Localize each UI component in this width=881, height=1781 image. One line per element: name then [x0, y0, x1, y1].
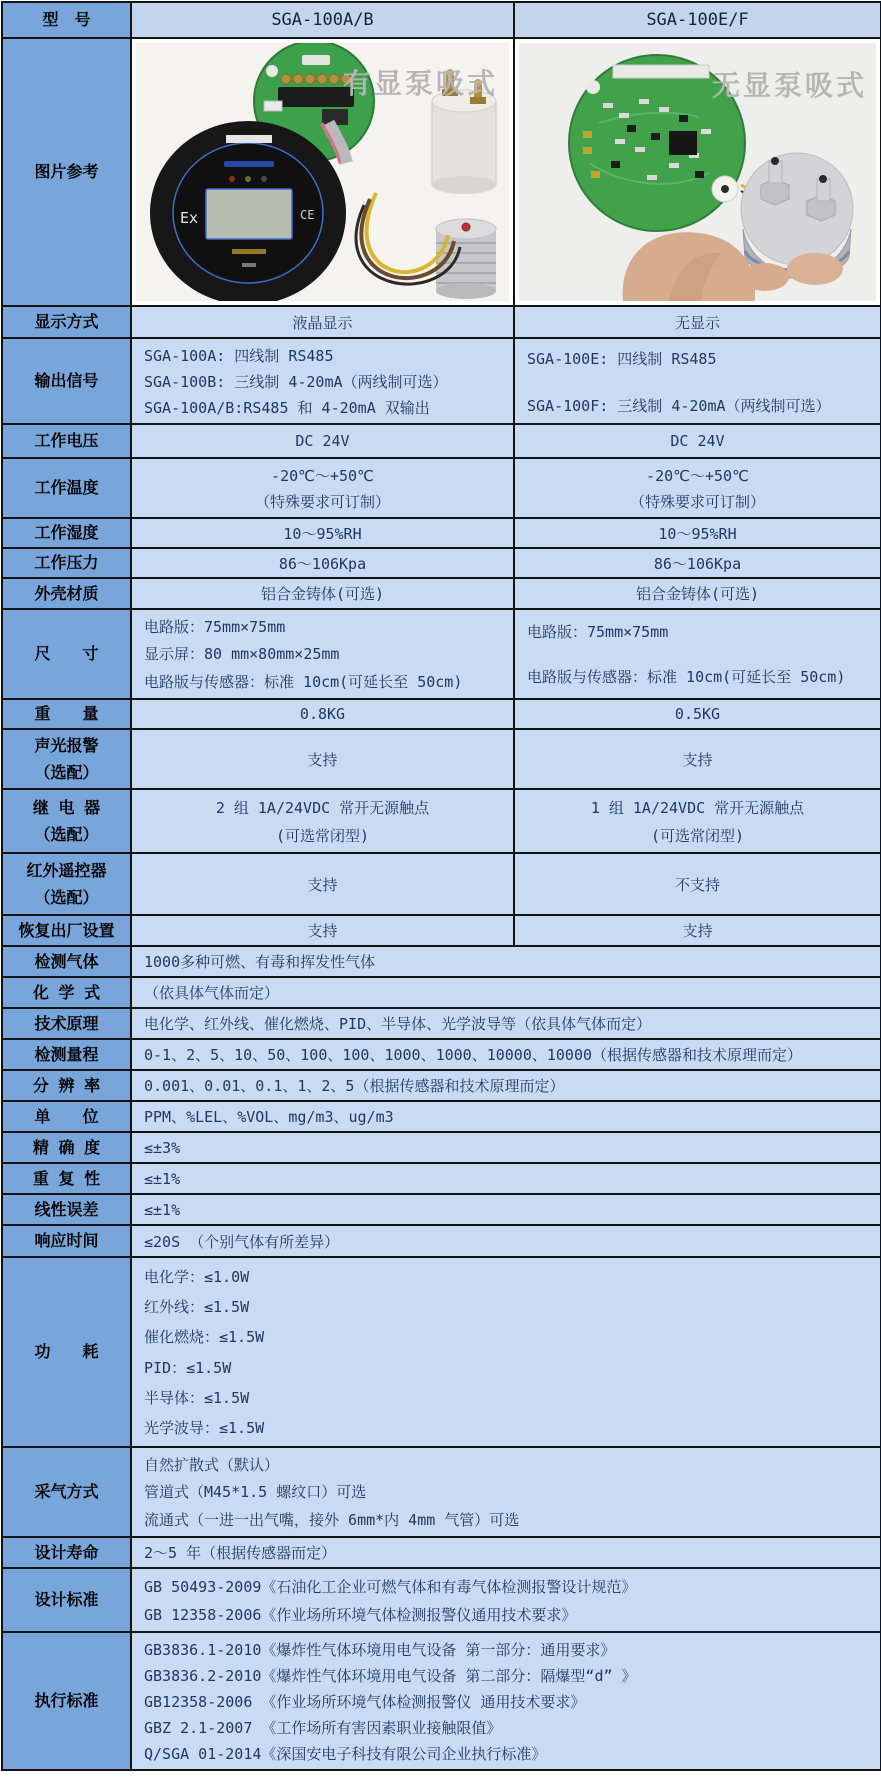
exec-standard-line5: Q/SGA 01-2014《深国安电子科技有限公司企业执行标准》 [144, 1744, 547, 1763]
formula-value: （依具体气体而定） [131, 977, 881, 1008]
remote-label [2, 853, 131, 915]
remote-label-line1: 红外遥控器 [26, 860, 107, 880]
pressure-label: 工作压力 [2, 548, 131, 578]
row-display-mode [2, 306, 881, 338]
model-label-cell: 型 号 [2, 2, 131, 38]
product-photo-left [136, 43, 509, 301]
size-label: 尺 寸 [2, 609, 131, 699]
repeatability-label: 重 复 性 [2, 1163, 131, 1194]
row-range [2, 1039, 881, 1070]
factory-reset-b: 支持 [514, 915, 881, 946]
humidity-label: 工作湿度 [2, 518, 131, 548]
row-gases [2, 946, 881, 977]
temperature-b-line2: （特殊要求可订制） [629, 492, 765, 511]
sampling-line2: 管道式（M45*1.5 螺纹口）可选 [144, 1483, 367, 1502]
photo-sga100ab [131, 38, 514, 306]
design-standard-label: 设计标准 [2, 1568, 131, 1632]
size-b-line1: 电路版：75mm×75mm [527, 623, 669, 641]
ex-marking: Ex [180, 209, 199, 227]
design-standard-line1: GB 50493-2009《石油化工企业可燃气体和有毒气体检测报警设计规范》 [144, 1577, 637, 1596]
output-b-line2: SGA-100F: 三线制 4-20mA（两线制可选） [527, 397, 831, 415]
row-weight [2, 699, 881, 729]
voltage-a: DC 24V [131, 424, 514, 458]
range-value: 0-1、2、5、10、50、100、100、1000、1000、10000、10000（根据传感器和技术原理而定） [131, 1039, 881, 1070]
power-line6: 光学波导：≤1.5W [144, 1419, 265, 1438]
sensor-illustration-right [741, 153, 853, 291]
relay-a-line1: 2 组 1A/24VDC 常开无源触点 [215, 798, 430, 817]
resolution-value: 0.001、0.01、0.1、1、2、5（根据传感器和技术原理而定） [131, 1070, 881, 1101]
display-mode-b: 无显示 [514, 306, 881, 338]
temperature-a-line1: -20℃～+50℃ [271, 466, 374, 485]
temperature-label: 工作温度 [2, 458, 131, 518]
row-exec-standard [2, 1632, 881, 1770]
row-response [2, 1225, 881, 1257]
linearity-value: ≤±1% [131, 1194, 881, 1225]
row-remote [2, 853, 881, 915]
unit-value: PPM、%LEL、%VOL、mg/m3、ug/m3 [131, 1101, 881, 1132]
exec-standard-line2: GB3836.2-2010《爆炸性气体环境用电气设备 第二部分：隔爆型“d” 》 [144, 1666, 637, 1685]
weight-label: 重 量 [2, 699, 131, 729]
output-a-line2: SGA-100B: 三线制 4-20mA（两线制可选） [144, 372, 448, 391]
gases-value: 1000多种可燃、有毒和挥发性气体 [131, 946, 881, 977]
remote-b: 不支持 [514, 853, 881, 915]
power-value [131, 1257, 881, 1447]
response-value: ≤20S （个别气体有所差异） [131, 1225, 881, 1257]
weight-b: 0.5KG [514, 699, 881, 729]
row-resolution [2, 1070, 881, 1101]
finger-illustration-2 [741, 263, 789, 291]
watermark-left: 有显泵吸式 [342, 67, 498, 100]
power-line5: 半导体：≤1.5W [144, 1388, 250, 1407]
housing-a: 铝合金铸体(可选) [131, 578, 514, 609]
temperature-a [131, 458, 514, 518]
exec-standard-line3: GB12358-2006 《作业场所环境气体检测报警仪 通用技术要求》 [144, 1692, 586, 1711]
output-b-line1: SGA-100E: 四线制 RS485 [527, 350, 717, 368]
ce-marking: CE [300, 208, 315, 222]
sampling-line3: 流通式（一进一出气嘴，接外 6mm*内 4mm 气管）可选 [144, 1510, 520, 1529]
housing-label: 外壳材质 [2, 578, 131, 609]
alarm-b: 支持 [514, 729, 881, 789]
row-design-standard [2, 1568, 881, 1632]
output-signal-b [514, 338, 881, 424]
product-spec-table [1, 1, 881, 1771]
exec-standard-line4: GBZ 2.1-2007 《工作场所有害因素职业接触限值》 [144, 1718, 502, 1737]
row-accuracy [2, 1132, 881, 1163]
sampling-value [131, 1447, 881, 1537]
power-line4: PID：≤1.5W [144, 1358, 232, 1377]
alarm-label [2, 729, 131, 789]
power-line2: 红外线：≤1.5W [144, 1297, 250, 1316]
model-b-cell: SGA-100E/F [514, 2, 881, 38]
row-power [2, 1257, 881, 1447]
exec-standard-value [131, 1632, 881, 1770]
row-unit [2, 1101, 881, 1132]
alarm-label-line1: 声光报警 [34, 735, 99, 755]
row-principle [2, 1008, 881, 1039]
row-temperature [2, 458, 881, 518]
factory-reset-label: 恢复出厂设置 [2, 915, 131, 946]
row-relay [2, 789, 881, 853]
header-row [2, 2, 881, 38]
factory-reset-a: 支持 [131, 915, 514, 946]
sampling-label: 采气方式 [2, 1447, 131, 1537]
relay-label-line1: 继 电 器 [32, 797, 101, 817]
range-label: 检测量程 [2, 1039, 131, 1070]
photo-row [2, 38, 881, 306]
size-a-line3: 电路版与传感器：标准 10cm(可延长至 50cm) [144, 672, 463, 691]
design-standard-line2: GB 12358-2006《作业场所环境气体检测报警仪通用技术要求》 [144, 1605, 577, 1624]
size-a-line2: 显示屏：80 mm×80mm×25mm [144, 645, 340, 664]
principle-label: 技术原理 [2, 1008, 131, 1039]
design-standard-value [131, 1568, 881, 1632]
lifespan-value: 2～5 年（根据传感器而定） [131, 1537, 881, 1568]
alarm-a: 支持 [131, 729, 514, 789]
relay-b-line2: (可选常闭型) [650, 826, 745, 845]
unit-label: 单 位 [2, 1101, 131, 1132]
output-a-line1: SGA-100A: 四线制 RS485 [144, 346, 334, 365]
display-mode-a: 液晶显示 [131, 306, 514, 338]
photo-sga100ef [514, 38, 881, 306]
gases-label: 检测气体 [2, 946, 131, 977]
exec-standard-line1: GB3836.1-2010《爆炸性气体环境用电气设备 第一部分：通用要求》 [144, 1640, 616, 1659]
humidity-b: 10～95%RH [514, 518, 881, 548]
row-size [2, 609, 881, 699]
remote-a: 支持 [131, 853, 514, 915]
row-output-signal [2, 338, 881, 424]
accuracy-value: ≤±3% [131, 1132, 881, 1163]
relay-b-line1: 1 组 1A/24VDC 常开无源触点 [590, 798, 805, 817]
temperature-b-line1: -20℃～+50℃ [646, 466, 749, 485]
response-label: 响应时间 [2, 1225, 131, 1257]
row-factory-reset [2, 915, 881, 946]
power-line3: 催化燃烧：≤1.5W [144, 1328, 265, 1347]
row-lifespan [2, 1537, 881, 1568]
size-a [131, 609, 514, 699]
relay-label-line2: （选配） [34, 825, 99, 844]
row-voltage [2, 424, 881, 458]
output-a-line3: SGA-100A/B:RS485 和 4-20mA 双输出 [144, 398, 430, 417]
exec-standard-label: 执行标准 [2, 1632, 131, 1770]
finger-illustration [787, 253, 843, 285]
relay-label [2, 789, 131, 853]
row-sampling [2, 1447, 881, 1537]
row-humidity [2, 518, 881, 548]
relay-a [131, 789, 514, 853]
output-signal-a [131, 338, 514, 424]
power-line1: 电化学：≤1.0W [144, 1267, 250, 1286]
temperature-b [514, 458, 881, 518]
weight-a: 0.8KG [131, 699, 514, 729]
resolution-label: 分 辨 率 [2, 1070, 131, 1101]
principle-value: 电化学、红外线、催化燃烧、PID、半导体、光学波导等（依具体气体而定） [131, 1008, 881, 1039]
row-repeatability [2, 1163, 881, 1194]
product-photo-right [519, 43, 876, 301]
output-signal-label: 输出信号 [2, 338, 131, 424]
relay-b [514, 789, 881, 853]
lifespan-label: 设计寿命 [2, 1537, 131, 1568]
linearity-label: 线性误差 [2, 1194, 131, 1225]
pressure-a: 86～106Kpa [131, 548, 514, 578]
formula-label: 化 学 式 [2, 977, 131, 1008]
size-b [514, 609, 881, 699]
temperature-a-line2: （特殊要求可订制） [254, 492, 390, 511]
model-a-cell: SGA-100A/B [131, 2, 514, 38]
photo-row-label: 图片参考 [2, 38, 131, 306]
row-housing [2, 578, 881, 609]
watermark-right: 无显泵吸式 [711, 69, 867, 102]
voltage-b: DC 24V [514, 424, 881, 458]
sampling-line1: 自然扩散式（默认） [144, 1456, 280, 1475]
row-linearity [2, 1194, 881, 1225]
remote-label-line2: （选配） [34, 888, 99, 907]
display-mode-label: 显示方式 [2, 306, 131, 338]
size-a-line1: 电路版：75mm×75mm [144, 618, 286, 637]
humidity-a: 10～95%RH [131, 518, 514, 548]
row-formula [2, 977, 881, 1008]
detector-illustration [150, 121, 346, 301]
pressure-b: 86～106Kpa [514, 548, 881, 578]
row-pressure [2, 548, 881, 578]
voltage-label: 工作电压 [2, 424, 131, 458]
size-b-line2: 电路版与传感器：标准 10cm(可延长至 50cm) [527, 668, 846, 686]
row-alarm [2, 729, 881, 789]
power-label: 功 耗 [2, 1257, 131, 1447]
housing-b: 铝合金铸体(可选) [514, 578, 881, 609]
repeatability-value: ≤±1% [131, 1163, 881, 1194]
alarm-label-line2: （选配） [34, 763, 99, 782]
relay-a-line2: (可选常闭型) [275, 826, 370, 845]
accuracy-label: 精 确 度 [2, 1132, 131, 1163]
